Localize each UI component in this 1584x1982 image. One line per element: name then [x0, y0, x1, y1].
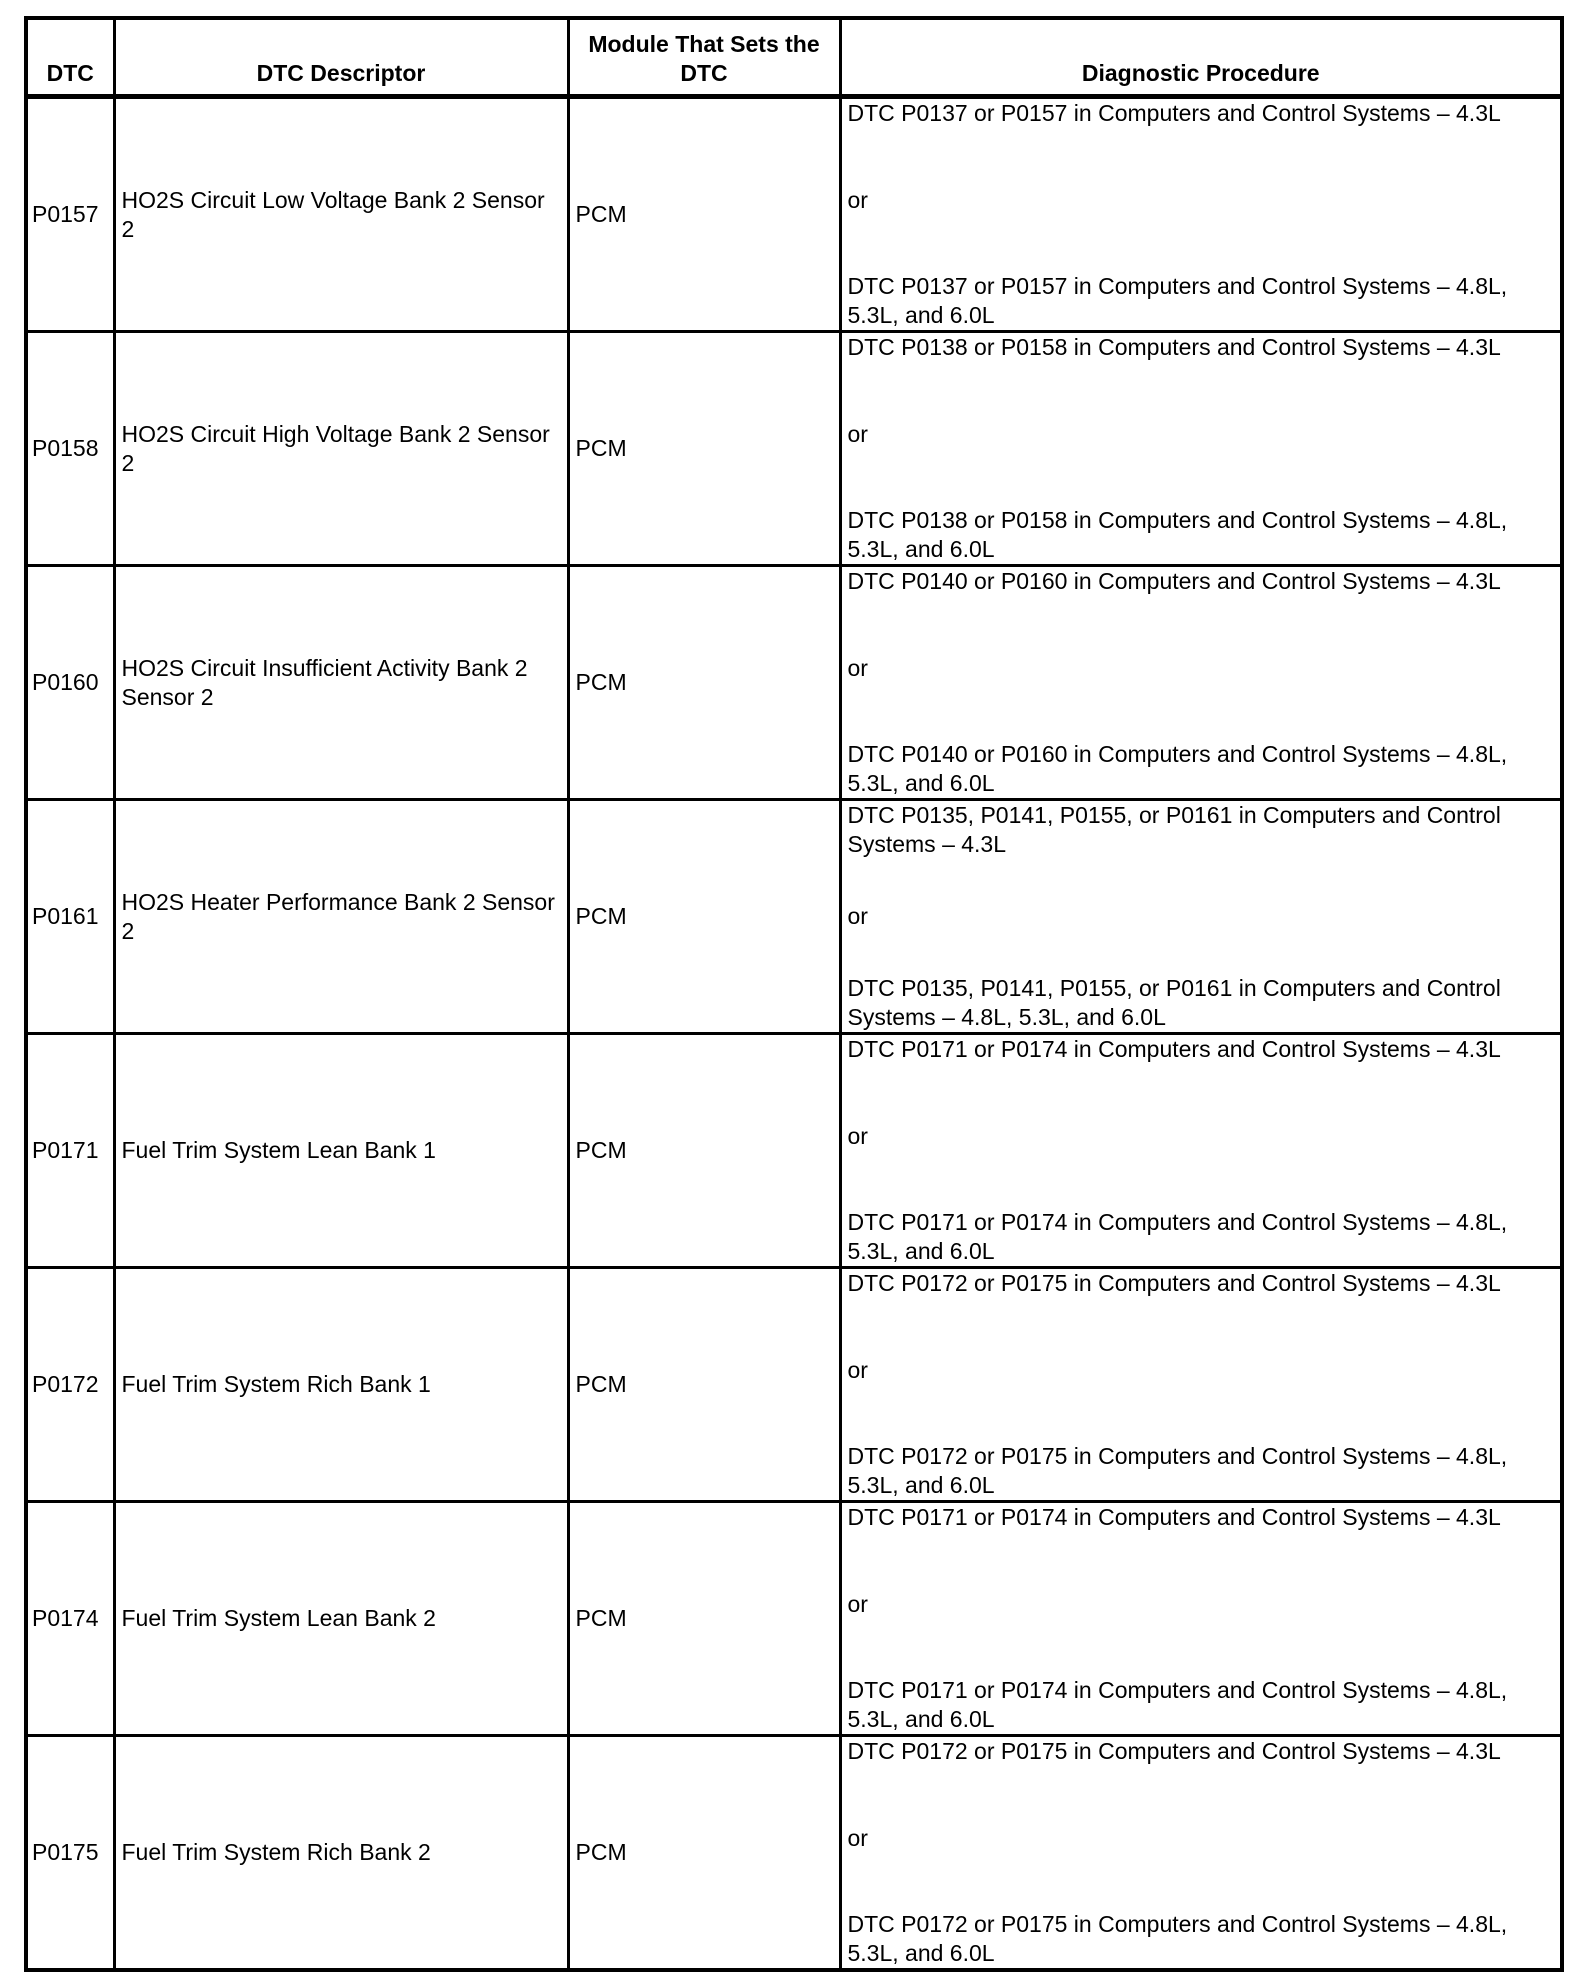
- module-cell: [568, 1034, 840, 1268]
- descriptor-cell: [114, 1268, 568, 1502]
- procedure-alternate: DTC P0172 or P0175 in Computers and Control Systems – 4.8L, 5.3L, and 6.0L: [847, 1911, 1508, 1966]
- procedure-or: or: [847, 1122, 868, 1149]
- module-name: PCM: [575, 903, 627, 929]
- dtc-descriptor: Fuel Trim System Rich Bank 1: [121, 1371, 431, 1397]
- procedure-primary: DTC P0172 or P0175 in Computers and Control Systems – 4.3L: [847, 1738, 1501, 1764]
- header-row: [26, 18, 1562, 97]
- dtc-descriptor: Fuel Trim System Lean Bank 2: [121, 1605, 436, 1631]
- dtc-code-cell: [26, 97, 114, 332]
- procedure-cell: [840, 566, 1562, 800]
- dtc-code: P0172: [32, 1371, 99, 1397]
- descriptor-cell: [114, 1034, 568, 1268]
- header-module: Module That Sets the DTC: [568, 18, 840, 97]
- procedure-cell: [840, 1268, 1562, 1502]
- dtc-table: [24, 16, 1564, 1972]
- table-row: [26, 97, 1562, 332]
- procedure-or: or: [847, 1824, 868, 1851]
- dtc-descriptor: Fuel Trim System Lean Bank 1: [121, 1137, 436, 1163]
- module-cell: [568, 97, 840, 332]
- table-row: [26, 566, 1562, 800]
- module-cell: [568, 1268, 840, 1502]
- descriptor-cell: [114, 800, 568, 1034]
- dtc-code: P0157: [32, 201, 99, 227]
- procedure-cell: [840, 1502, 1562, 1736]
- module-cell: [568, 1736, 840, 1971]
- procedure-primary: DTC P0172 or P0175 in Computers and Control Systems – 4.3L: [847, 1270, 1501, 1296]
- dtc-code-cell: [26, 1268, 114, 1502]
- procedure-primary: DTC P0140 or P0160 in Computers and Control Systems – 4.3L: [847, 568, 1501, 594]
- descriptor-cell: [114, 566, 568, 800]
- table-body: [26, 97, 1562, 1971]
- dtc-code-cell: [26, 1034, 114, 1268]
- module-name: PCM: [575, 1839, 627, 1865]
- dtc-descriptor: HO2S Circuit High Voltage Bank 2 Sensor 2: [121, 420, 550, 476]
- module-name: PCM: [575, 1137, 627, 1163]
- procedure-or: or: [847, 1356, 868, 1383]
- header-descriptor: DTC Descriptor: [114, 18, 568, 97]
- descriptor-cell: [114, 1736, 568, 1971]
- procedure-alternate: DTC P0137 or P0157 in Computers and Control Systems – 4.8L, 5.3L, and 6.0L: [847, 273, 1508, 328]
- procedure-or: or: [847, 654, 868, 681]
- descriptor-cell: [114, 97, 568, 332]
- table-row: [26, 1736, 1562, 1971]
- procedure-cell: [840, 332, 1562, 566]
- dtc-descriptor: HO2S Circuit Insufficient Activity Bank 2 Sensor 2: [121, 654, 528, 710]
- dtc-code: P0171: [32, 1137, 99, 1163]
- procedure-cell: [840, 800, 1562, 1034]
- procedure-alternate: DTC P0138 or P0158 in Computers and Control Systems – 4.8L, 5.3L, and 6.0L: [847, 507, 1508, 562]
- module-name: PCM: [575, 435, 627, 461]
- procedure-alternate: DTC P0135, P0141, P0155, or P0161 in Computers and Control Systems – 4.8L, 5.3L, and 6.0L: [847, 975, 1501, 1030]
- module-name: PCM: [575, 669, 627, 695]
- table-row: [26, 332, 1562, 566]
- module-cell: [568, 1502, 840, 1736]
- dtc-descriptor: Fuel Trim System Rich Bank 2: [121, 1839, 431, 1865]
- dtc-code: P0161: [32, 903, 99, 929]
- table-row: [26, 1034, 1562, 1268]
- procedure-or: or: [847, 186, 868, 213]
- procedure-alternate: DTC P0140 or P0160 in Computers and Control Systems – 4.8L, 5.3L, and 6.0L: [847, 741, 1508, 796]
- procedure-or: or: [847, 1590, 868, 1617]
- procedure-or: or: [847, 420, 868, 447]
- procedure-primary: DTC P0137 or P0157 in Computers and Control Systems – 4.3L: [847, 100, 1501, 126]
- module-name: PCM: [575, 1605, 627, 1631]
- dtc-code: P0160: [32, 669, 99, 695]
- procedure-cell: [840, 97, 1562, 332]
- procedure-primary: DTC P0171 or P0174 in Computers and Control Systems – 4.3L: [847, 1504, 1501, 1530]
- dtc-code: P0174: [32, 1605, 99, 1631]
- dtc-descriptor: HO2S Circuit Low Voltage Bank 2 Sensor 2: [121, 186, 545, 242]
- table-row: [26, 800, 1562, 1034]
- procedure-alternate: DTC P0171 or P0174 in Computers and Control Systems – 4.8L, 5.3L, and 6.0L: [847, 1677, 1508, 1732]
- dtc-code-cell: [26, 566, 114, 800]
- procedure-alternate: DTC P0172 or P0175 in Computers and Control Systems – 4.8L, 5.3L, and 6.0L: [847, 1443, 1508, 1498]
- table-row: [26, 1502, 1562, 1736]
- module-cell: [568, 332, 840, 566]
- procedure-alternate: DTC P0171 or P0174 in Computers and Control Systems – 4.8L, 5.3L, and 6.0L: [847, 1209, 1508, 1264]
- procedure-cell: [840, 1034, 1562, 1268]
- table-row: [26, 1268, 1562, 1502]
- module-name: PCM: [575, 1371, 627, 1397]
- module-cell: [568, 800, 840, 1034]
- dtc-code-cell: [26, 1736, 114, 1971]
- module-cell: [568, 566, 840, 800]
- header-procedure: Diagnostic Procedure: [840, 18, 1562, 97]
- dtc-code: P0175: [32, 1839, 99, 1865]
- procedure-cell: [840, 1736, 1562, 1971]
- dtc-code-cell: [26, 800, 114, 1034]
- dtc-code: P0158: [32, 435, 99, 461]
- descriptor-cell: [114, 1502, 568, 1736]
- procedure-or: or: [847, 903, 868, 929]
- module-name: PCM: [575, 201, 627, 227]
- procedure-primary: DTC P0138 or P0158 in Computers and Control Systems – 4.3L: [847, 334, 1501, 360]
- procedure-primary: DTC P0135, P0141, P0155, or P0161 in Computers and Control Systems – 4.3L: [847, 802, 1501, 857]
- dtc-code-cell: [26, 1502, 114, 1736]
- procedure-primary: DTC P0171 or P0174 in Computers and Control Systems – 4.3L: [847, 1036, 1501, 1062]
- descriptor-cell: [114, 332, 568, 566]
- header-dtc: DTC: [26, 18, 114, 97]
- dtc-code-cell: [26, 332, 114, 566]
- dtc-descriptor: HO2S Heater Performance Bank 2 Sensor 2: [121, 888, 555, 944]
